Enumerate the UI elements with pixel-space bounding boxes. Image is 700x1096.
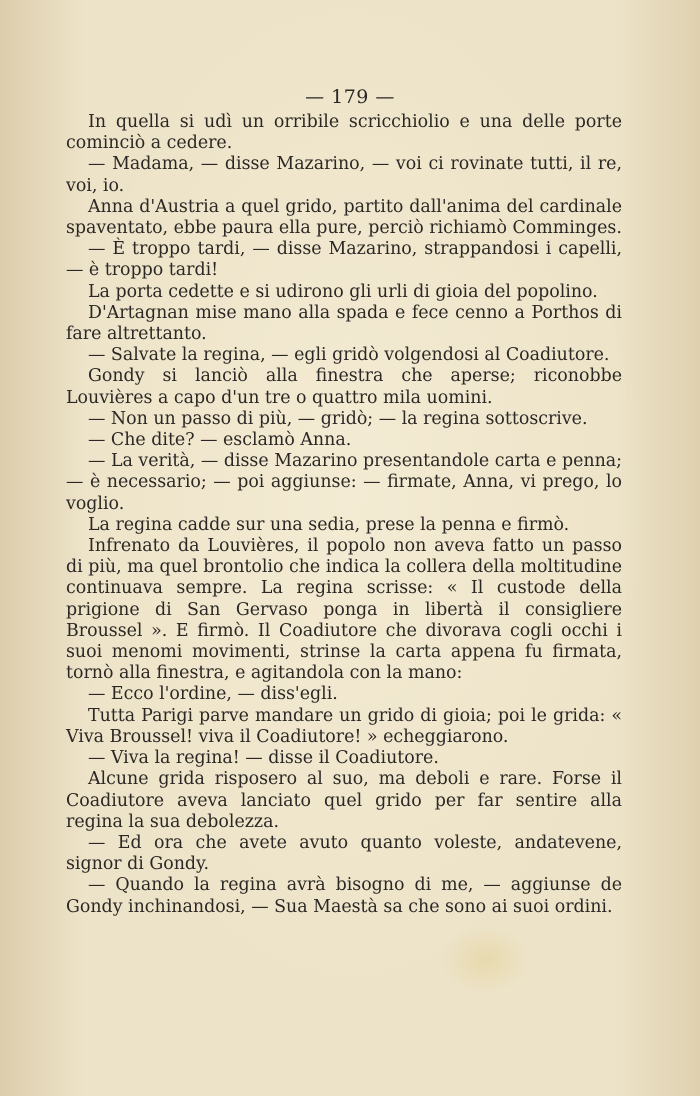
paragraph: — Madama, — disse Mazarino, — voi ci rovinate tutti, il re, voi, io. xyxy=(66,154,622,196)
paragraph: — Non un passo di più, — gridò; — la regina sottoscrive. xyxy=(88,408,588,429)
paragraph: La porta cedette e si udirono gli urli di gioia del popolino. xyxy=(88,281,598,302)
paragraph: — Ecco l'ordine, — diss'egli. xyxy=(88,684,338,705)
paragraph: Alcune grida risposero al suo, ma deboli e rare. Forse il Coadiutore aveva lanciato quel grido per far sentire alla regina la sua debolezza. xyxy=(66,769,622,832)
paragraph: — È troppo tardi, — disse Mazarino, strappandosi i capelli, — è troppo tardi! xyxy=(66,239,622,281)
paragraph: — Ed ora che avete avuto quanto voleste, andatevene, signor di Gondy. xyxy=(66,832,622,875)
paragraph: — Quando la regina avrà bisogno di me, — aggiunse de Gondy inchinandosi, — Sua Maestà sa che sono ai suoi ordini. xyxy=(66,875,622,917)
paragraph: — Salvate la regina, — egli gridò volgendosi al Coadiutore. xyxy=(88,345,610,366)
paragraph: — Che dite? — esclamò Anna. xyxy=(88,430,352,451)
paragraph: Tutta Parigi parve mandare un grido di gioia; poi le grida: « Viva Broussel! viva il Coadiutore! » echeggiarono. xyxy=(66,705,622,747)
page-text xyxy=(66,112,622,918)
paragraph: In quella si udì un orribile scricchiolio e una delle porte cominciò a cedere. xyxy=(66,112,622,154)
paragraph: La regina cadde sur una sedia, prese la penna e firmò. xyxy=(88,514,570,535)
paragraph: Anna d'Austria a quel grido, partito dall'anima del cardinale spaventato, ebbe paura ella pure, perciò richiamò Comminges. xyxy=(66,196,622,239)
paragraph: Gondy si lanciò alla finestra che aperse; riconobbe Louvières a capo d'un tre o quattro mila uomini. xyxy=(66,366,622,408)
paragraph: Infrenato da Louvières, il popolo non aveva fatto un passo di più, ma quel brontolio che indica la collera della moltitudine continuava sempre. La regina scrisse: « Il custode della prigione di San Gervaso ponga in libertà il consigliere Broussel ». E firmò. Il Coadiutore che divorava cogli occhi i suoi menomi movimenti, strinse la carta appena fu firmata, tornò alla finestra, e agitandola con la mano: xyxy=(66,536,623,684)
paragraph: — Viva la regina! — disse il Coadiutore. xyxy=(88,748,439,769)
paragraph: D'Artagnan mise mano alla spada e fece cenno a Porthos di fare altrettanto. xyxy=(66,302,622,345)
page-number: — 179 — xyxy=(305,86,395,108)
paper-stain xyxy=(440,925,530,995)
paragraph: — La verità, — disse Mazarino presentandole carta e penna; — è necessario; — poi aggiunse: — firmate, Anna, vi prego, lo voglio. xyxy=(66,451,622,514)
